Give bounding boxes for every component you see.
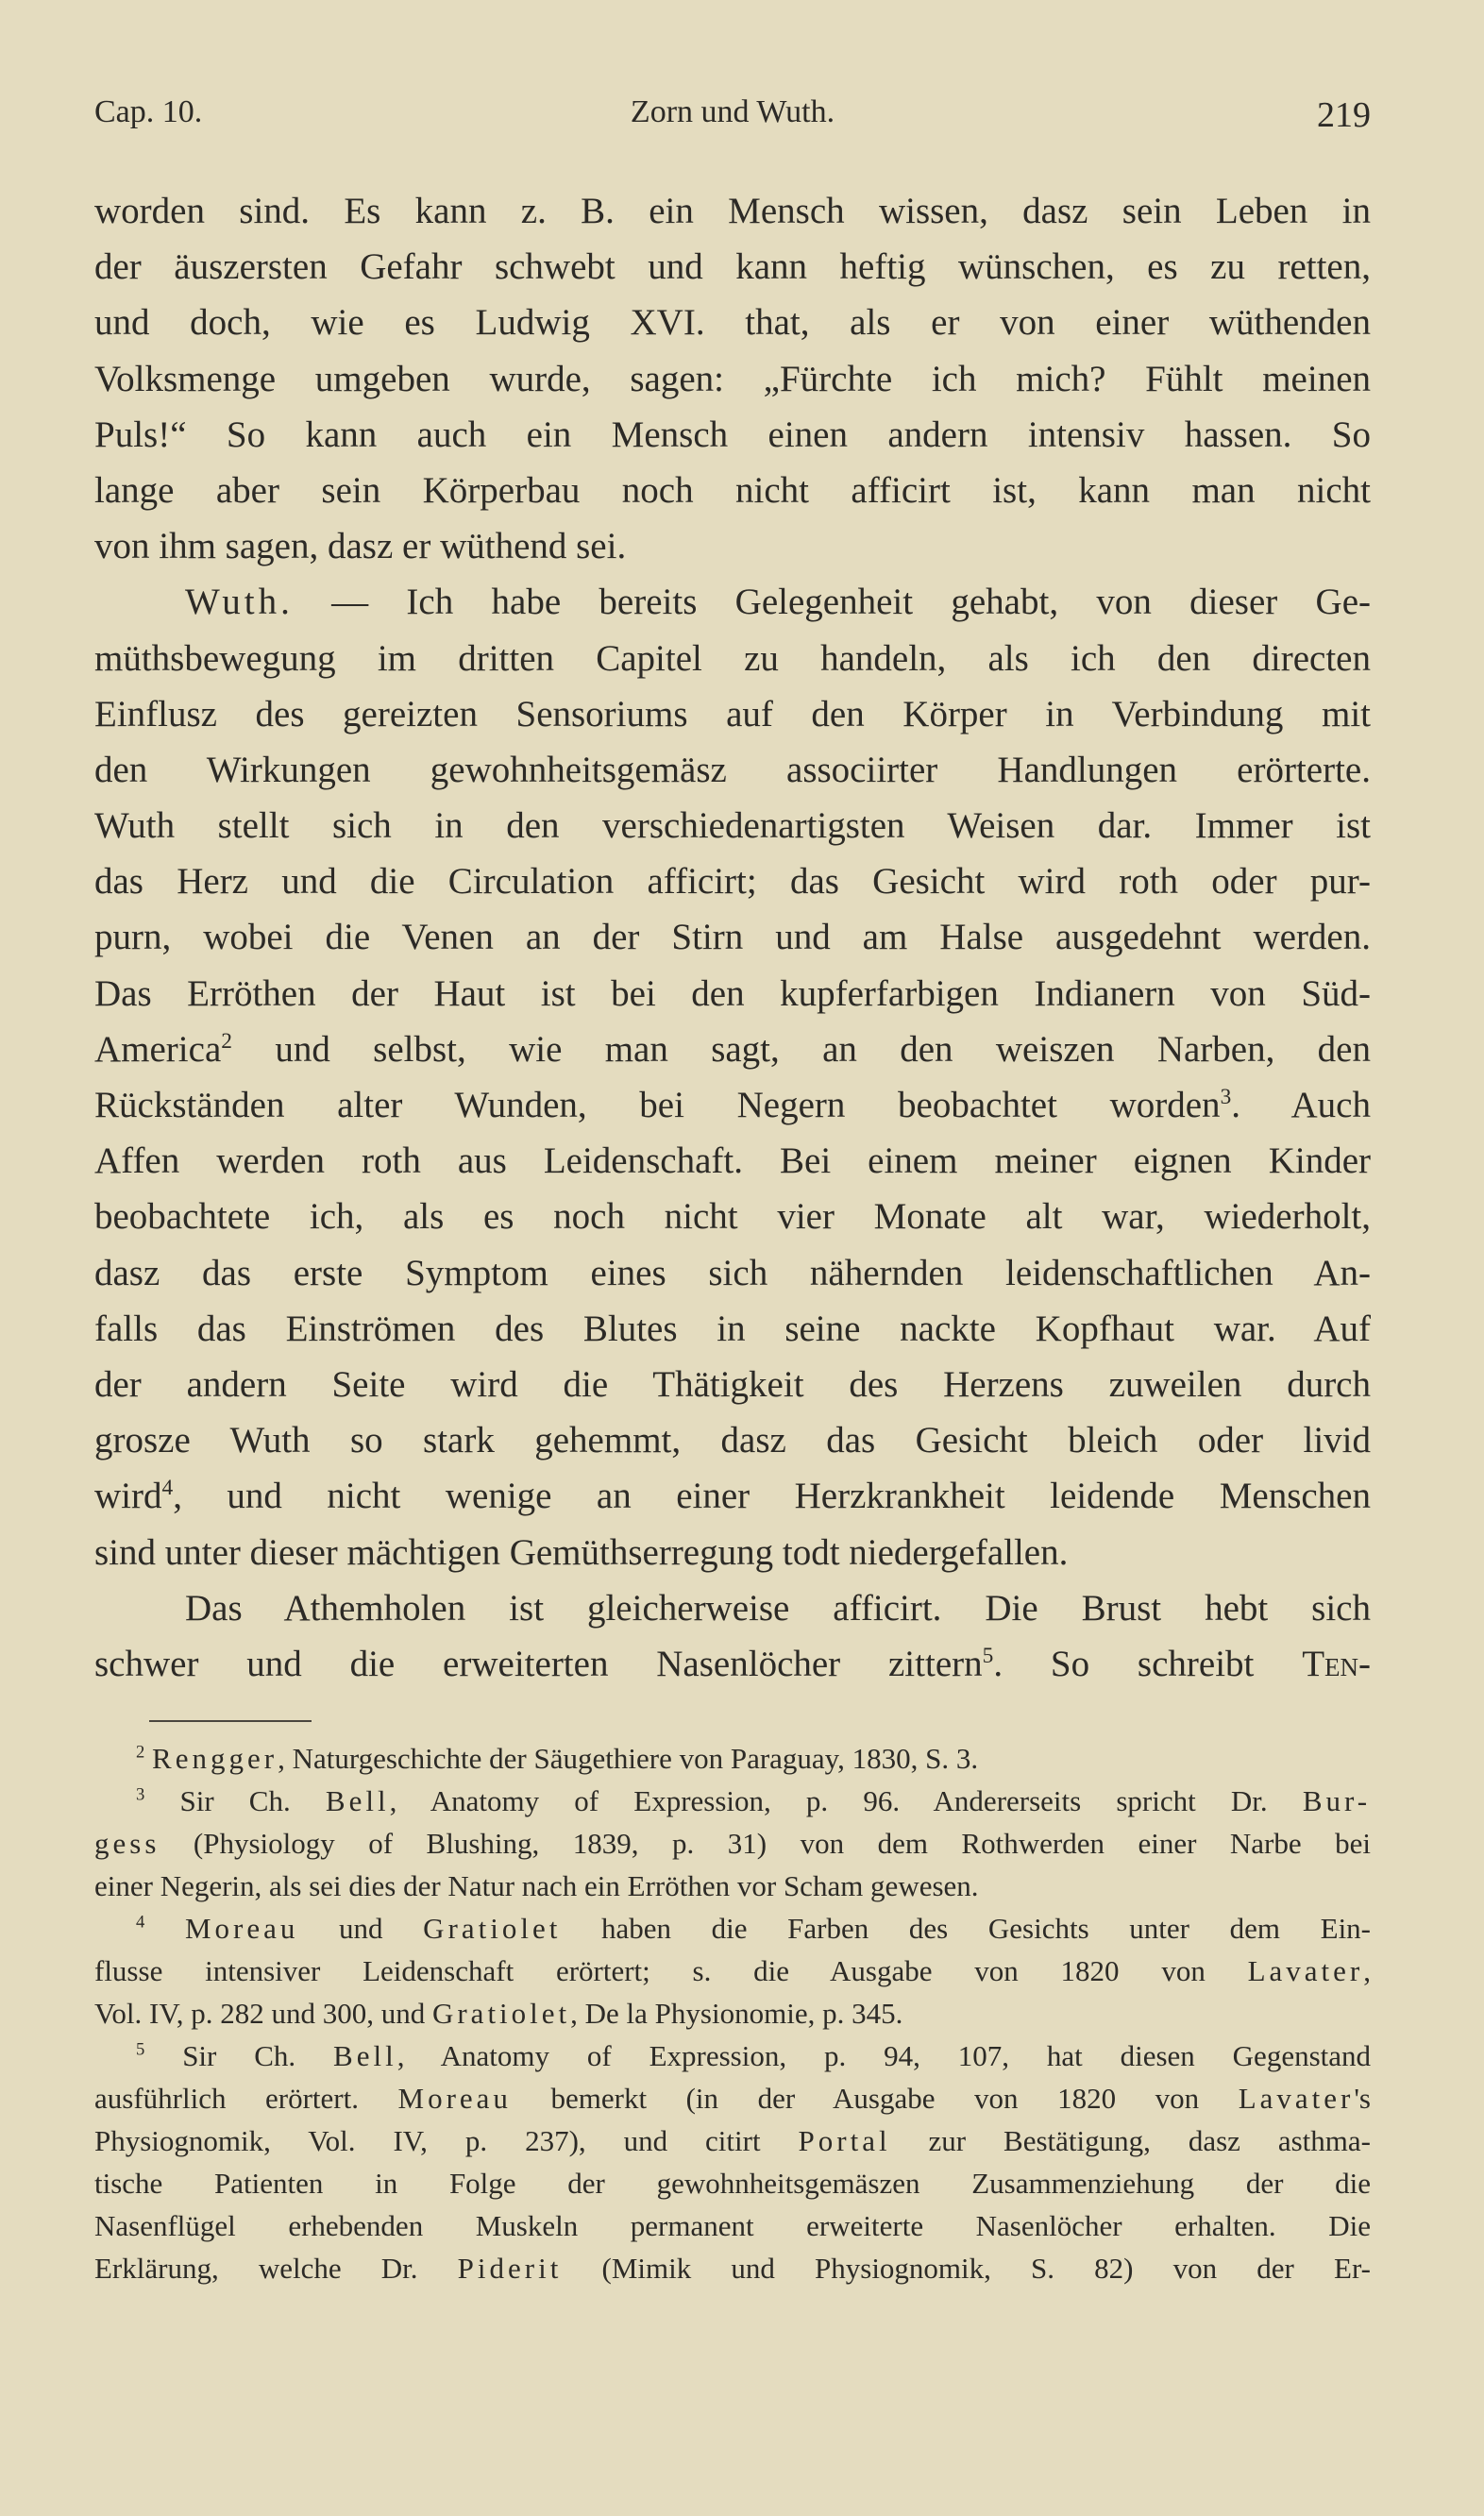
footnote-2: $^2$ Rengger, Naturgeschichte der Säugethiere von Paraguay, 1830, S. 3.: [136, 1742, 979, 1775]
footnote-line: flusse intensiver Leidenschaft erörtert; s. die Ausgabe von 1820 von Lavater,: [94, 1954, 1371, 1987]
text-line: Das Athemholen ist gleicherweise afficirt. Die Brust hebt sich: [185, 1587, 1371, 1629]
text-line: Puls!“ So kann auch ein Mensch einen andern intensiv hassen. So: [94, 414, 1371, 455]
text-line: wird$^4$, und nicht wenige an einer Herzkrankheit leidende Menschen: [94, 1476, 1371, 1517]
text-line: America$^2$ und selbst, wie man sagt, an den weiszen Narben, den: [94, 1028, 1371, 1070]
footnotes: [94, 1737, 1371, 2289]
text-line: purn, wobei die Venen an der Stirn und am Halse ausgedehnt werden.: [94, 917, 1371, 958]
footnote-5: $^5$ Sir Ch. Bell, Anatomy of Expression, p. 94, 107, hat diesen Gegenstand: [136, 2039, 1372, 2072]
footnote-line: tische Patienten in Folge der gewohnheitsgemäszen Zusammenziehung der die: [94, 2167, 1371, 2200]
text-line: von ihm sagen, dasz er wüthend sei.: [94, 526, 627, 567]
text-line: Einflusz des gereizten Sensoriums auf den Körper in Verbindung mit: [94, 693, 1371, 735]
text-line: dasz das erste Symptom eines sich nähernden leidenschaftlichen An-: [94, 1252, 1371, 1293]
text-line: lange aber sein Körperbau noch nicht afficirt ist, kann man nicht: [94, 469, 1371, 511]
text-line: falls das Einströmen des Blutes in seine nackte Kopfhaut war. Auf: [94, 1308, 1371, 1349]
footnote-3: $^3$ Sir Ch. Bell, Anatomy of Expression, p. 96. Andererseits spricht Dr. Bur-: [136, 1784, 1372, 1817]
text-line: Wuth. — Ich habe bereits Gelegenheit gehabt, von dieser Ge-: [185, 582, 1372, 623]
footnote-divider: [149, 1720, 312, 1722]
page-number: 219: [1317, 95, 1371, 135]
footnote-line: einer Negerin, als sei dies der Natur nach ein Erröthen vor Scham gewesen.: [94, 1869, 979, 1902]
text-line: schwer und die erweiterten Nasenlöcher zittern$^5$. So schreibt Ten-: [94, 1643, 1372, 1684]
running-title: Zorn und Wuth.: [630, 94, 835, 129]
text-line: grosze Wuth so stark gehemmt, dasz das Gesicht bleich oder livid: [94, 1420, 1371, 1461]
text-line: müthsbewegung im dritten Capitel zu handeln, als ich den directen: [94, 637, 1371, 679]
footnote-ref-4[interactable]: 4: [161, 1476, 174, 1501]
text-line: das Herz und die Circulation afficirt; das Gesicht wird roth oder pur-: [94, 861, 1371, 903]
text-line: Rückständen alter Wunden, bei Negern beobachtet worden$^3$. Auch: [94, 1085, 1371, 1125]
chapter-label: Cap. 10.: [94, 94, 203, 129]
text-line: der äuszersten Gefahr schwebt und kann heftig wünschen, es zu retten,: [94, 246, 1371, 288]
text-line: beobachtete ich, als es noch nicht vier Monate alt war, wiederholt,: [94, 1196, 1371, 1238]
footnote-ref-5[interactable]: 5: [982, 1643, 994, 1668]
text-line: der andern Seite wird die Thätigkeit des Herzens zuweilen durch: [94, 1363, 1371, 1405]
footnote-line: ausführlich erörtert. Moreau bemerkt (in der Ausgabe von 1820 von Lavater's: [94, 2082, 1371, 2115]
footnote-ref-3[interactable]: 3: [1220, 1085, 1232, 1109]
text-line: den Wirkungen gewohnheitsgemäsz associirter Handlungen erörterte.: [94, 749, 1371, 790]
text-line: Affen werden roth aus Leidenschaft. Bei einem meiner eignen Kinder: [94, 1140, 1371, 1182]
text-line: und doch, wie es Ludwig XVI. that, als er von einer wüthenden: [94, 302, 1371, 344]
section-heading-wuth: Wuth.: [185, 582, 294, 623]
text-line: Wuth stellt sich in den verschiedenartigsten Weisen dar. Immer ist: [94, 805, 1371, 847]
main-text: [94, 183, 1371, 1692]
text-line: sind unter dieser mächtigen Gemüthserregung todt niedergefallen.: [94, 1531, 1069, 1573]
text-line: worden sind. Es kann z. B. ein Mensch wissen, dasz sein Leben in: [94, 191, 1371, 231]
text-line: Das Erröthen der Haut ist bei den kupferfarbigen Indianern von Süd-: [94, 972, 1371, 1014]
footnote-line: Erklärung, welche Dr. Piderit (Mimik und Physiognomik, S. 82) von der Er-: [94, 2252, 1371, 2285]
text-line: Volksmenge umgeben wurde, sagen: „Fürchte ich mich? Fühlt meinen: [94, 358, 1371, 399]
running-header: [94, 94, 1371, 151]
footnote-4: $^4$ Moreau und Gratiolet haben die Farben des Gesichts unter dem Ein-: [136, 1912, 1372, 1945]
footnote-ref-2[interactable]: 2: [221, 1028, 232, 1054]
footnote-line: Nasenflügel erhebenden Muskeln permanent erweiterte Nasenlöcher erhalten. Die: [94, 2209, 1371, 2242]
footnote-line: gess (Physiology of Blushing, 1839, p. 31) von dem Rothwerden einer Narbe bei: [94, 1827, 1371, 1860]
footnote-line: Vol. IV, p. 282 und 300, und Gratiolet, De la Physionomie, p. 345.: [94, 1997, 903, 2030]
footnote-line: Physiognomik, Vol. IV, p. 237), und citirt Portal zur Bestätigung, dasz asthma-: [94, 2124, 1371, 2157]
author-name: Ten-: [1302, 1643, 1372, 1684]
